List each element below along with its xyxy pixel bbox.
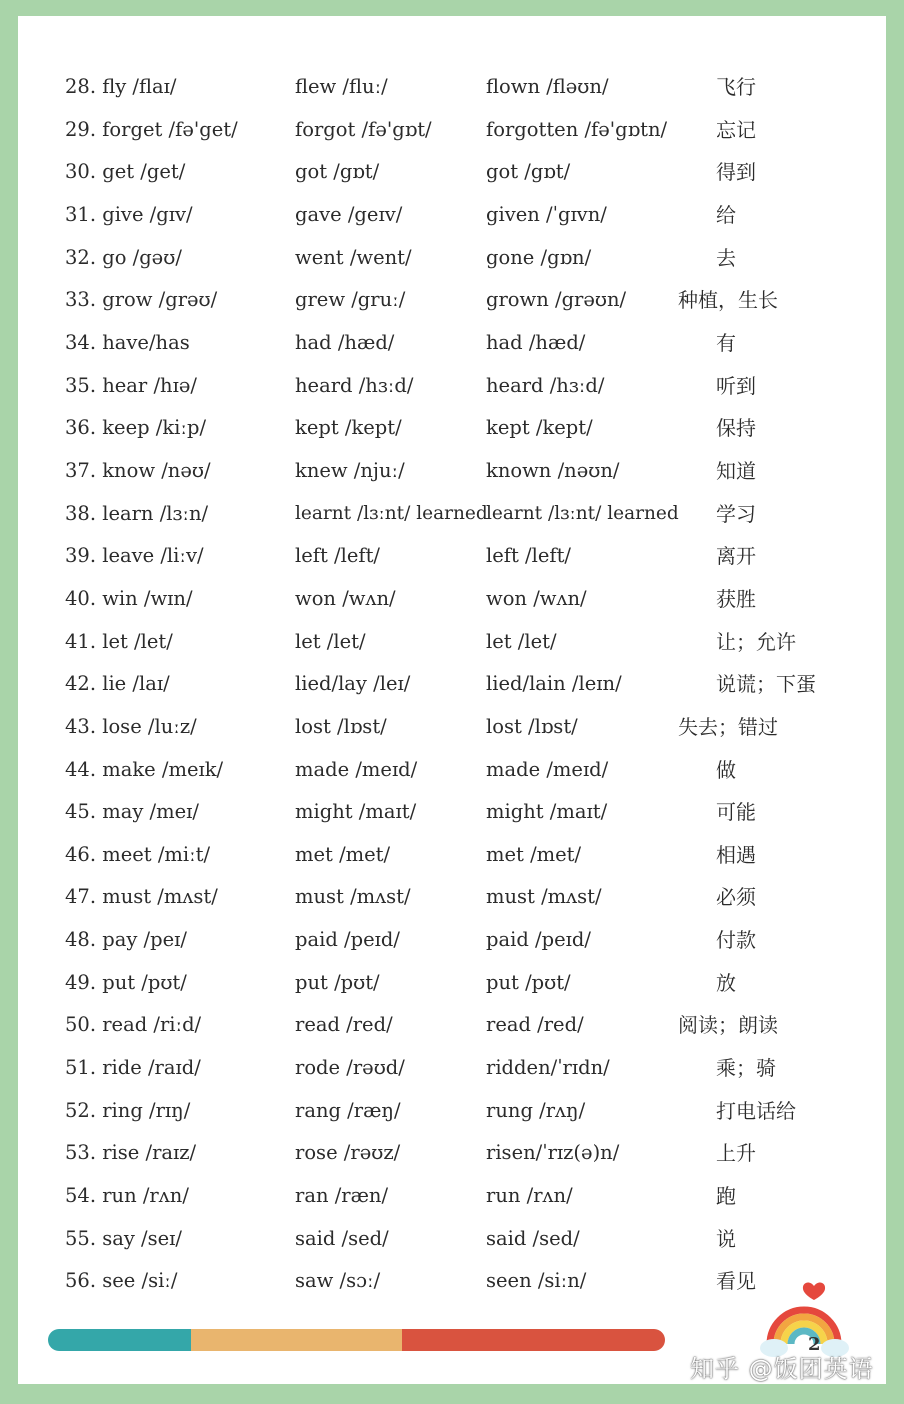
- past-participle: kept /kept/: [486, 416, 593, 440]
- table-row: [18, 876, 886, 919]
- table-row: [18, 450, 886, 493]
- past-tense: had /hæd/: [295, 330, 395, 354]
- past-participle: must /mʌst/: [486, 885, 602, 909]
- past-tense: might /maɪt/: [295, 800, 417, 824]
- chinese-meaning: 打电话给: [716, 1098, 796, 1123]
- past-tense: lied/lay /leɪ/: [295, 672, 411, 696]
- base-form: 37. know /nəʊ/: [65, 458, 211, 482]
- past-tense: paid /peɪd/: [295, 928, 400, 952]
- base-form: 50. read /riːd/: [65, 1013, 202, 1037]
- past-participle: ridden/ˈrɪdn/: [486, 1056, 610, 1080]
- past-participle: lost /lɒst/: [486, 714, 578, 738]
- base-form: 38. learn /lɜːn/: [65, 501, 209, 525]
- table-row: [18, 663, 886, 706]
- table-row: [18, 66, 886, 109]
- chinese-meaning: 学习: [716, 501, 756, 526]
- past-tense: heard /hɜːd/: [295, 373, 414, 397]
- past-tense: let /let/: [295, 629, 366, 653]
- past-tense: flew /fluː/: [295, 75, 388, 98]
- past-tense: rose /rəʊz/: [295, 1141, 401, 1165]
- past-participle: heard /hɜːd/: [486, 373, 605, 397]
- past-participle: run /rʌn/: [486, 1184, 573, 1208]
- table-row: [18, 322, 886, 365]
- past-participle: risen/ˈrɪz(ə)n/: [486, 1141, 620, 1165]
- past-tense: made /meɪd/: [295, 757, 418, 781]
- past-participle: gone /gɒn/: [486, 245, 592, 269]
- table-row: [18, 1132, 886, 1175]
- table-row: [18, 535, 886, 578]
- base-form: 42. lie /laɪ/: [65, 672, 170, 696]
- past-participle: said /sed/: [486, 1226, 580, 1250]
- chinese-meaning: 保持: [716, 416, 756, 441]
- chinese-meaning: 上升: [716, 1141, 756, 1166]
- past-participle: won /wʌn/: [486, 586, 587, 610]
- chinese-meaning: 听到: [716, 373, 756, 398]
- chinese-meaning: 离开: [716, 544, 756, 569]
- base-form: 56. see /siː/: [65, 1269, 178, 1293]
- table-row: [18, 279, 886, 322]
- base-form: 55. say /seɪ/: [65, 1226, 182, 1250]
- base-form: 51. ride /raɪd/: [65, 1056, 201, 1080]
- table-row: [18, 791, 886, 834]
- past-participle: lied/lain /leɪn/: [486, 672, 622, 696]
- base-form: 52. ring /rɪŋ/: [65, 1098, 191, 1122]
- chinese-meaning: 失去；错过: [678, 714, 778, 739]
- past-participle: known /nəʊn/: [486, 458, 620, 482]
- chinese-meaning: 做: [716, 757, 736, 782]
- chinese-meaning: 去: [716, 245, 736, 270]
- chinese-meaning: 阅读；朗读: [678, 1013, 778, 1038]
- base-form: 31. give /gɪv/: [65, 202, 193, 226]
- bar-segment-red: [402, 1329, 665, 1351]
- chinese-meaning: 获胜: [716, 586, 756, 611]
- table-row: [18, 1218, 886, 1261]
- past-participle: forgotten /fə'gɒtn/: [486, 117, 668, 141]
- table-row: [18, 407, 886, 450]
- document-page: [18, 16, 886, 1384]
- base-form: 46. meet /miːt/: [65, 842, 211, 866]
- table-row: [18, 706, 886, 749]
- table-row: [18, 1047, 886, 1090]
- base-form: 47. must /mʌst/: [65, 885, 218, 909]
- past-participle: given /ˈgɪvn/: [486, 202, 607, 226]
- table-row: [18, 151, 886, 194]
- past-participle: had /hæd/: [486, 330, 586, 354]
- base-form: 41. let /let/: [65, 629, 173, 653]
- table-row: [18, 919, 886, 962]
- base-form: 53. rise /raɪz/: [65, 1141, 197, 1165]
- base-form: 29. forget /fə'get/: [65, 117, 238, 141]
- base-form: 36. keep /kiːp/: [65, 416, 207, 440]
- table-row: [18, 1175, 886, 1218]
- base-form: 48. pay /peɪ/: [65, 928, 187, 952]
- table-row: [18, 493, 886, 536]
- chinese-meaning: 种植，生长: [678, 288, 778, 313]
- chinese-meaning: 跑: [716, 1184, 736, 1209]
- chinese-meaning: 放: [716, 970, 736, 995]
- table-row: [18, 621, 886, 664]
- past-participle: met /met/: [486, 842, 582, 866]
- base-form: 35. hear /hɪə/: [65, 373, 197, 397]
- past-tense: ran /ræn/: [295, 1184, 389, 1208]
- base-form: 33. grow /grəʊ/: [65, 288, 218, 312]
- chinese-meaning: 飞行: [716, 75, 756, 99]
- past-tense: rode /rəʊd/: [295, 1056, 405, 1080]
- past-tense: learnt /lɜːnt/ learned: [295, 502, 488, 524]
- page-number: 2: [808, 1334, 821, 1355]
- table-row: [18, 962, 886, 1005]
- base-form: 44. make /meɪk/: [65, 757, 224, 781]
- past-participle: read /red/: [486, 1013, 584, 1037]
- chinese-meaning: 得到: [716, 160, 756, 185]
- table-row: [18, 1004, 886, 1047]
- past-tense: got /gɒt/: [295, 160, 380, 184]
- base-form: 30. get /get/: [65, 160, 186, 184]
- past-tense: grew /gruː/: [295, 288, 406, 312]
- past-participle: seen /siːn/: [486, 1269, 587, 1293]
- base-form: 40. win /wɪn/: [65, 586, 193, 610]
- bar-segment-orange: [191, 1329, 402, 1351]
- past-participle: left /left/: [486, 544, 571, 568]
- past-tense: read /red/: [295, 1013, 393, 1037]
- chinese-meaning: 让；允许: [716, 629, 796, 654]
- past-tense: went /went/: [295, 245, 412, 269]
- past-tense: said /sed/: [295, 1226, 389, 1250]
- chinese-meaning: 给: [716, 202, 736, 227]
- chinese-meaning: 说谎；下蛋: [716, 672, 816, 697]
- base-form: 32. go /gəʊ/: [65, 245, 182, 269]
- past-participle: got /gɒt/: [486, 160, 571, 184]
- watermark: 知乎 @饭团英语: [690, 1355, 874, 1383]
- past-participle: let /let/: [486, 629, 557, 653]
- base-form: 54. run /rʌn/: [65, 1184, 189, 1208]
- chinese-meaning: 付款: [716, 928, 756, 953]
- past-tense: must /mʌst/: [295, 885, 411, 909]
- past-tense: won /wʌn/: [295, 586, 396, 610]
- past-participle: made /meɪd/: [486, 757, 609, 781]
- chinese-meaning: 有: [716, 330, 736, 355]
- table-row: [18, 834, 886, 877]
- table-row: [18, 237, 886, 280]
- decorative-color-bar: [48, 1329, 665, 1351]
- past-participle: learnt /lɜːnt/ learned: [486, 502, 679, 524]
- verb-table: [18, 66, 886, 1303]
- table-row: [18, 194, 886, 237]
- past-tense: left /left/: [295, 544, 380, 568]
- table-row: [18, 578, 886, 621]
- past-tense: knew /njuː/: [295, 458, 405, 482]
- base-form: 39. leave /liːv/: [65, 544, 204, 568]
- past-participle: paid /peɪd/: [486, 928, 591, 952]
- chinese-meaning: 乘；骑: [716, 1056, 776, 1081]
- past-participle: put /pʊt/: [486, 970, 571, 994]
- chinese-meaning: 说: [716, 1226, 736, 1251]
- past-tense: rang /ræŋ/: [295, 1098, 401, 1122]
- base-form: 45. may /meɪ/: [65, 800, 199, 824]
- past-tense: put /pʊt/: [295, 970, 380, 994]
- past-participle: rung /rʌŋ/: [486, 1098, 586, 1122]
- table-row: [18, 109, 886, 152]
- table-row: [18, 1260, 886, 1303]
- chinese-meaning: 看见: [716, 1269, 756, 1294]
- base-form: 49. put /pʊt/: [65, 970, 187, 994]
- base-form: 34. have/has: [65, 330, 190, 354]
- past-tense: gave /geɪv/: [295, 202, 403, 226]
- past-participle: flown /fləʊn/: [486, 75, 609, 98]
- chinese-meaning: 必须: [716, 885, 756, 910]
- past-tense: kept /kept/: [295, 416, 402, 440]
- table-row: [18, 1090, 886, 1133]
- past-tense: lost /lɒst/: [295, 714, 387, 738]
- table-row: [18, 749, 886, 792]
- table-row: [18, 365, 886, 408]
- chinese-meaning: 可能: [716, 800, 756, 825]
- past-tense: saw /sɔː/: [295, 1269, 381, 1293]
- base-form: 28. fly /flaɪ/: [65, 75, 177, 98]
- past-participle: grown /grəʊn/: [486, 288, 627, 312]
- chinese-meaning: 忘记: [716, 117, 756, 142]
- bar-segment-teal: [48, 1329, 191, 1351]
- chinese-meaning: 知道: [716, 458, 756, 483]
- chinese-meaning: 相遇: [716, 842, 756, 867]
- rainbow-icon: [758, 1278, 850, 1358]
- base-form: 43. lose /luːz/: [65, 714, 197, 738]
- past-participle: might /maɪt/: [486, 800, 608, 824]
- past-tense: forgot /fə'gɒt/: [295, 117, 432, 141]
- past-tense: met /met/: [295, 842, 391, 866]
